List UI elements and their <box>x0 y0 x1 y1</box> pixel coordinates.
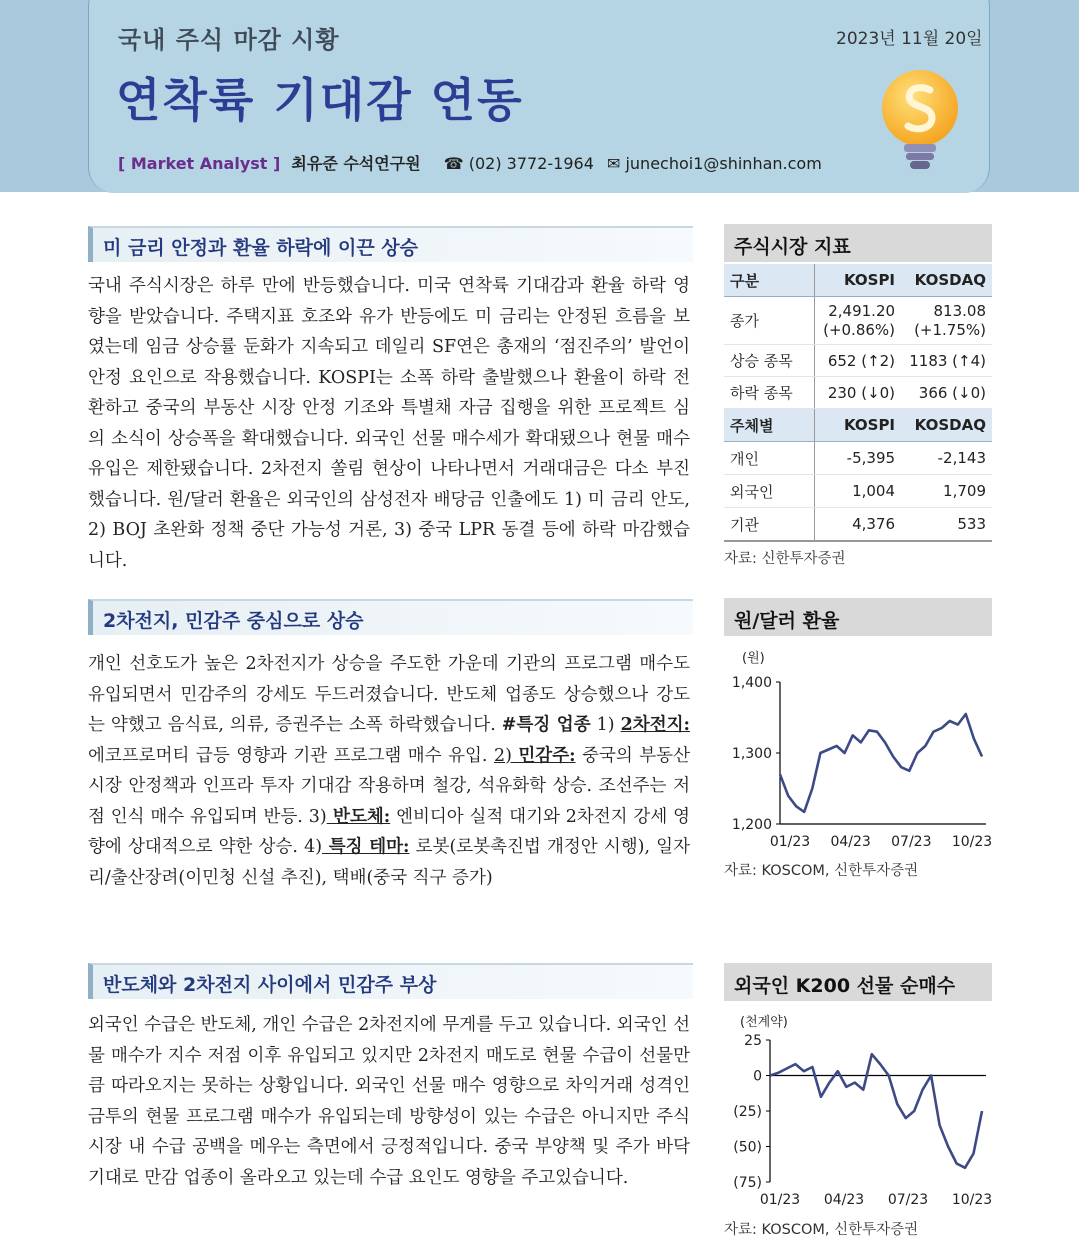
analyst-name: 최유준 수석연구원 <box>291 154 421 173</box>
indicators-table <box>724 264 992 541</box>
y-tick-label: (75) <box>733 1175 762 1191</box>
futures-chart <box>724 1004 992 1212</box>
table-cell: 230 (↓0) <box>815 377 902 409</box>
row-label: 외국인 <box>724 475 815 508</box>
table-cell <box>901 297 992 345</box>
table-cell: 1183 (↑4) <box>901 345 992 377</box>
fx-chart-title: 원/달러 환율 <box>734 610 840 632</box>
section-1-heading <box>88 226 693 262</box>
futures-chart-heading <box>724 963 992 1001</box>
table-header-cell: KOSPI <box>815 264 902 297</box>
item-3-text: 엔비디아 실적 대기와 2차전지 강세 영향에 상대적으로 약한 상승. <box>88 806 690 857</box>
item-4-text: 로봇(로봇촉진법 개정안 시행), 일자리/출산장려(이민청 신설 추진), 택배(중국 직구 증가) <box>88 837 690 888</box>
row-label: 하락 종목 <box>724 377 815 409</box>
item-4-label: 특징 테마: <box>322 837 410 857</box>
analyst-email[interactable]: ✉ junechoi1@shinhan.com <box>606 154 822 173</box>
table-cell: -2,143 <box>901 442 992 475</box>
table-cell: 4,376 <box>815 508 902 541</box>
report-date: 2023년 11월 20일 <box>836 29 983 49</box>
row-label: 종가 <box>724 297 815 345</box>
item-2-text: 중국의 부동산 시장 안정책과 인프라 투자 기대감 작용하며 철강, 석유화학 상승. 조선주는 저점 인식 매수 유입되며 반등. <box>88 745 690 827</box>
table-bottom-rule <box>724 540 992 542</box>
x-tick-label: 10/23 <box>951 834 992 850</box>
analyst-phone: ☎ (02) 3772-1964 <box>443 154 594 173</box>
section-2-intro: 개인 선호도가 높은 2차전지가 상승을 주도한 가운데 기관의 프로그램 매수도 유입되면서 민감주의 강세도 두드러졌습니다. 반도체 업종도 상승했으나 강도는 약했고 음식료, 의류, 증권주는 소폭 하락했습니다. <box>88 654 690 735</box>
table-header-cell: 구분 <box>724 264 815 297</box>
table-row <box>724 475 992 508</box>
kospi-close: 2,491.20 <box>828 301 896 320</box>
report-category: 국내 주식 마감 시황 <box>118 26 340 54</box>
section-1-body: 국내 주식시장은 하루 만에 반등했습니다. 미국 연착륙 기대감과 환율 하락 영향을 받았습니다. 주택지표 호조와 유가 반등에도 미 금리는 안정된 흐름을 보였는데 임금 상승률 둔화가 지속되고 데일리 SF연은 총재의 ‘점진주의’ 발언이 안정 요인으로 작용했습니다. KOSPI는 소폭 하락 출발했으나 환율이 하락 전환하고 중국의 부동산 시장 안정 기조와 특별채 자금 집행을 위한 프로젝트 심의 소식이 상승폭을 확대했습니다. 외국인 선물 매수세가 확대됐으나 현물 매수 유입은 제한됐습니다. 2차전지 쏠림 현상이 나타나면서 거래대금은 다소 부진했습니다. 원/달러 환율은 외국인의 삼성전자 배당금 인출에도 1) 미 금리 안도, 2) BOJ 초완화 정책 중단 가능성 거론, 3) 중국 LPR 동결 등에 하락 마감했습니다. <box>88 276 690 571</box>
table-header-cell: KOSDAQ <box>901 264 992 297</box>
table-header-cell: KOSDAQ <box>901 409 992 442</box>
item-1-label: 2차전지: <box>620 715 690 735</box>
table-cell: 1,004 <box>815 475 902 508</box>
series-line <box>780 714 982 812</box>
item-2-number: 2) <box>493 745 519 766</box>
x-tick-label: 04/23 <box>823 1192 865 1208</box>
y-tick-label: (50) <box>733 1139 762 1156</box>
report-header <box>0 0 1079 192</box>
table-cell <box>815 297 902 345</box>
chart-unit-label: (원) <box>742 651 765 666</box>
x-tick-label: 10/23 <box>951 1192 992 1208</box>
y-tick-label: 0 <box>753 1068 762 1085</box>
section-2-body <box>88 649 690 893</box>
x-tick-label: 07/23 <box>887 1192 929 1208</box>
indicators-source: 자료: 신한투자증권 <box>724 551 846 567</box>
table-cell: 533 <box>901 508 992 541</box>
chart-unit-label: (천계약) <box>740 1015 788 1030</box>
table-cell: 652 (↑2) <box>815 345 902 377</box>
table-row <box>724 297 992 345</box>
y-tick-label: 1,300 <box>731 746 772 762</box>
section-2-heading <box>88 599 693 635</box>
y-tick-label: 1,200 <box>731 817 772 833</box>
y-tick-label: (25) <box>733 1104 762 1120</box>
x-tick-label: 07/23 <box>891 834 932 850</box>
section-2-tag: #특징 업종 <box>501 715 591 735</box>
x-tick-label: 01/23 <box>769 834 811 850</box>
analyst-role: [ Market Analyst ] <box>118 154 281 173</box>
item-1-text: 에코프로머티 급등 영향과 기관 프로그램 매수 유입. <box>88 745 494 766</box>
indicators-heading <box>724 224 992 262</box>
report-title: 연착륙 기대감 연동 <box>116 73 524 127</box>
x-tick-label: 01/23 <box>759 1192 801 1208</box>
fx-chart-source: 자료: KOSCOM, 신한투자증권 <box>724 863 919 879</box>
section-3-body: 외국인 수급은 반도체, 개인 수급은 2차전지에 무게를 두고 있습니다. 외국인 선물 매수가 지수 저점 이후 유입되고 있지만 2차전지 매도로 현물 수급이 선물만큼 따라오지는 못하는 상황입니다. 외국인 선물 매수 영향으로 차익거래 성격인 금투의 현물 프로그램 매수가 유입되는데 방향성이 있는 수급은 아니지만 주식시장 내 수급 공백을 메우는 측면에서 긍정적입니다. 중국 부양책 및 주가 바닥 기대로 만감 업종이 올라오고 있는데 수급 요인도 영향을 주고있습니다. <box>88 1015 690 1188</box>
fx-chart <box>724 640 992 852</box>
item-4-number: 4) <box>304 837 323 857</box>
section-3-heading <box>88 963 693 999</box>
table-row <box>724 345 992 377</box>
x-tick-label: 04/23 <box>830 834 871 850</box>
analyst-info <box>118 151 822 174</box>
table-header-cell: 주체별 <box>724 409 815 442</box>
kospi-change: (+0.86%) <box>823 320 896 339</box>
table-header-cell: KOSPI <box>815 409 902 442</box>
futures-chart-source: 자료: KOSCOM, 신한투자증권 <box>724 1222 919 1238</box>
item-3-number: 3) <box>308 806 327 827</box>
table-row <box>724 377 992 409</box>
y-tick-label: 25 <box>744 1033 762 1049</box>
section-2-title: 2차전지, 민감주 중심으로 상승 <box>103 610 364 632</box>
table-row <box>724 442 992 475</box>
futures-chart-title: 외국인 K200 선물 순매수 <box>734 975 956 997</box>
y-tick-label: 1,400 <box>731 675 772 691</box>
series-line <box>770 1054 982 1168</box>
section-3-title: 반도체와 2차전지 사이에서 민감주 부상 <box>103 974 437 996</box>
kosdaq-change: (+1.75%) <box>914 320 986 339</box>
table-cell: 366 (↓0) <box>901 377 992 409</box>
lightbulb-logo-icon <box>878 66 962 176</box>
table-cell: 1,709 <box>901 475 992 508</box>
kosdaq-close: 813.08 <box>933 301 986 320</box>
indicators-title: 주식시장 지표 <box>734 236 851 258</box>
fx-chart-heading <box>724 598 992 636</box>
item-1-number: 1) <box>590 715 621 735</box>
item-3-label: 반도체: <box>326 806 391 827</box>
table-header-row <box>724 409 992 442</box>
table-cell: -5,395 <box>815 442 902 475</box>
table-header-row <box>724 264 992 297</box>
row-label: 개인 <box>724 442 815 475</box>
item-2-label: 민감주: <box>518 745 576 766</box>
row-label: 상승 종목 <box>724 345 815 377</box>
row-label: 기관 <box>724 508 815 541</box>
table-row <box>724 508 992 541</box>
section-1-title: 미 금리 안정과 환율 하락에 이끈 상승 <box>103 237 418 259</box>
